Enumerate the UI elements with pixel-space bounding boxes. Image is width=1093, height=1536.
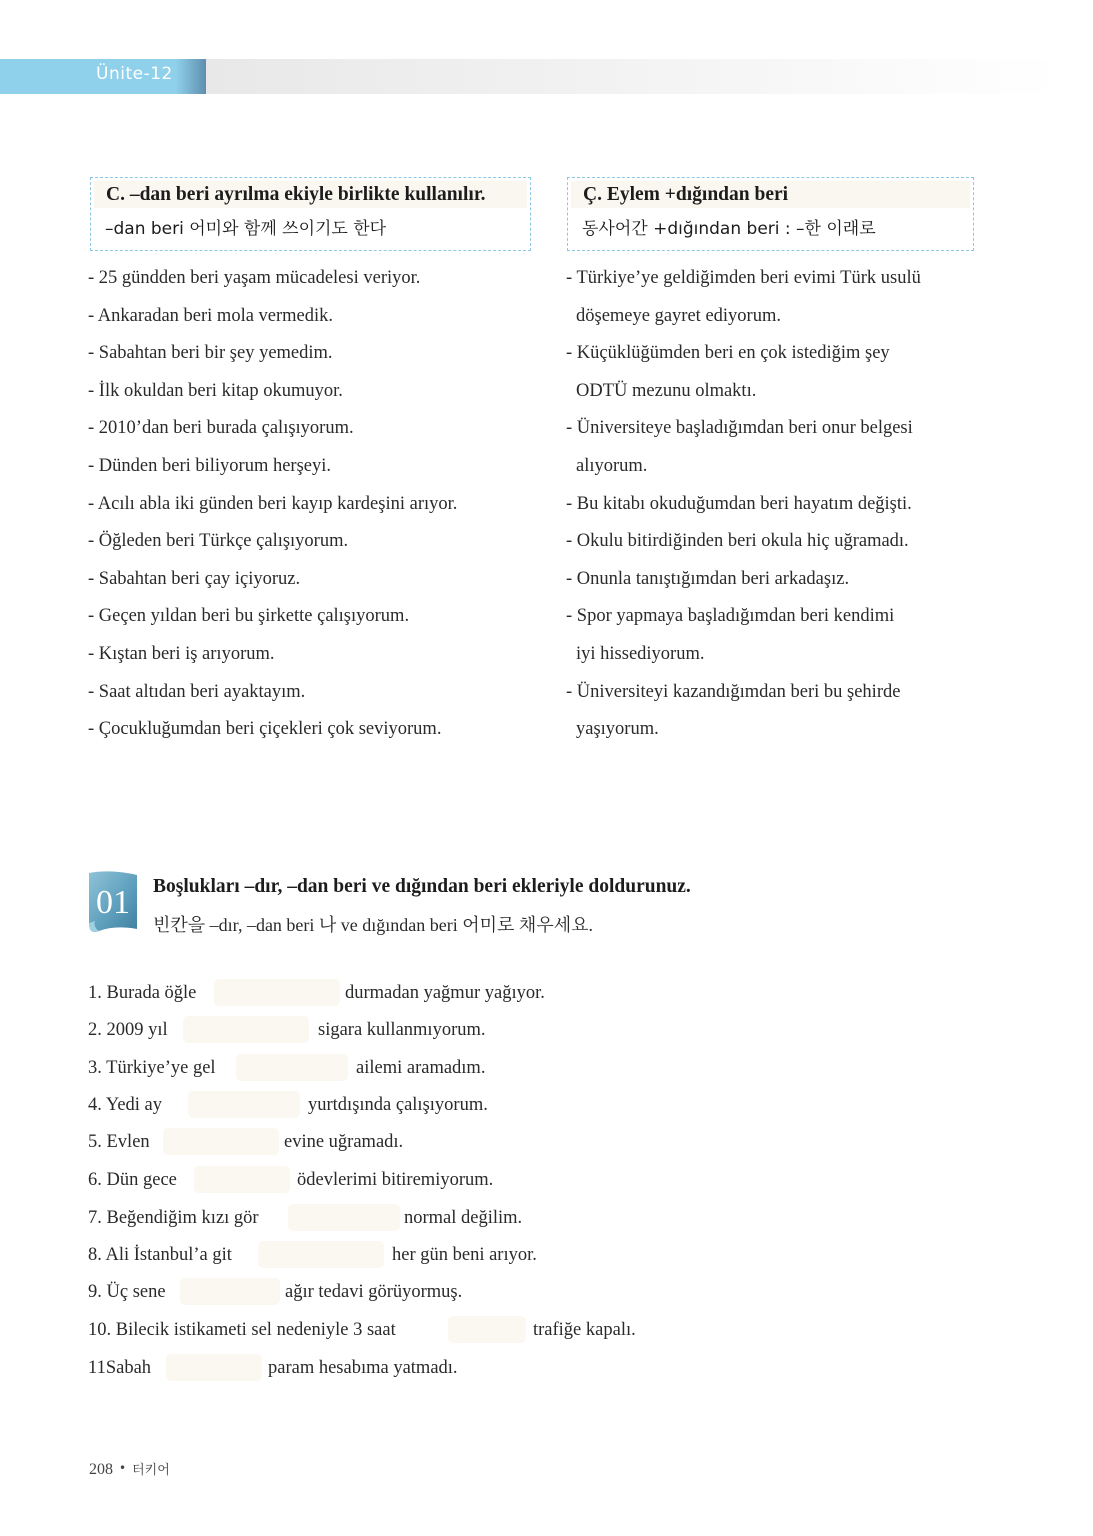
example-line: - Çocukluğumdan beri çiçekleri çok seviyorum. (88, 719, 442, 740)
page-number: 208 (89, 1461, 113, 1478)
example-line: - Onunla tanıştığımdan beri arkadaşız. (566, 568, 850, 589)
example-line: - Küçüklüğümden beri en çok istediğim şey (566, 343, 890, 364)
unit-label: Ünite-12 (96, 64, 173, 84)
question-prompt: 1. Burada öğle (88, 983, 197, 1003)
example-line: - Dünden beri biliyorum herşeyi. (88, 455, 332, 476)
answer-blank[interactable] (180, 1278, 280, 1305)
example-line: - Saat altıdan beri ayaktayım. (88, 681, 306, 702)
examples-right-list (566, 268, 921, 757)
example-line: - İlk okuldan beri kitap okumuyor. (88, 380, 343, 401)
answer-blank[interactable] (236, 1054, 348, 1081)
rule-c-title: C. –dan beri ayrılma ekiyle birlikte kullanılır. (94, 181, 527, 208)
question-prompt: 7. Beğendiğim kızı gör (88, 1208, 259, 1228)
example-line: - Sabahtan beri bir şey yemedim. (88, 343, 333, 364)
answer-blank[interactable] (288, 1204, 400, 1231)
example-line: ODTÜ mezunu olmaktı. (576, 380, 757, 401)
question-continuation: param hesabıma yatmadı. (268, 1358, 458, 1378)
example-line: alıyorum. (576, 455, 648, 476)
example-line: - 2010’dan beri burada çalışıyorum. (88, 418, 354, 439)
example-line: - Acılı abla iki günden beri kayıp kardeşini arıyor. (88, 493, 458, 514)
example-line: yaşıyorum. (576, 719, 659, 740)
answer-blank[interactable] (258, 1241, 384, 1268)
example-line: - Kıştan beri iş arıyorum. (88, 643, 275, 664)
example-line: - Üniversiteyi kazandığımdan beri bu şehirde (566, 681, 901, 702)
exercise-title: Boşlukları –dır, –dan beri ve dığından beri ekleriyle doldurunuz. (153, 876, 691, 897)
question-continuation: normal değilim. (404, 1208, 523, 1228)
question-continuation: ağır tedavi görüyormuş. (285, 1282, 463, 1302)
exercise-subtitle: 빈칸을 –dır, –dan beri 나 ve dığından beri 어미로 채우세요. (153, 915, 593, 935)
question-prompt: 9. Üç sene (88, 1282, 166, 1302)
question-continuation: her gün beni arıyor. (392, 1245, 537, 1265)
question-continuation: durmadan yağmur yağıyor. (345, 983, 545, 1003)
question-prompt: 6. Dün gece (88, 1170, 177, 1190)
question-continuation: ödevlerimi bitiremiyorum. (297, 1170, 494, 1190)
book-title: 터키어 (132, 1463, 170, 1478)
example-line: - Sabahtan beri çay içiyoruz. (88, 568, 301, 589)
rule-cc-title: Ç. Eylem +dığından beri (571, 181, 970, 208)
question-prompt: 2. 2009 yıl (88, 1020, 168, 1040)
answer-blank[interactable] (448, 1316, 526, 1343)
rule-cc-subtitle: 동사어간 +dığından beri : –한 이래로 (582, 219, 876, 239)
exercise-number: 01 (96, 884, 130, 921)
example-line: - 25 gündden beri yaşam mücadelesi veriyor. (88, 268, 421, 288)
question-prompt: 3. Türkiye’ye gel (88, 1058, 216, 1078)
answer-blank[interactable] (166, 1354, 262, 1381)
answer-blank[interactable] (214, 979, 340, 1006)
example-line: - Üniversiteye başladığımdan beri onur belgesi (566, 418, 913, 439)
example-line: iyi hissediyorum. (576, 643, 705, 664)
question-continuation: yurtdışında çalışıyorum. (308, 1095, 488, 1115)
question-continuation: evine uğramadı. (284, 1132, 404, 1152)
question-prompt: 10. Bilecik istikameti sel nedeniyle 3 saat (88, 1320, 396, 1340)
footer-separator: • (119, 1461, 127, 1475)
question-continuation: sigara kullanmıyorum. (318, 1020, 486, 1040)
answer-blank[interactable] (188, 1091, 300, 1118)
example-line: - Öğleden beri Türkçe çalışıyorum. (88, 531, 349, 552)
rule-box-c (90, 177, 531, 251)
example-line: - Ankaradan beri mola vermedik. (88, 305, 334, 326)
page-footer (89, 1459, 170, 1479)
examples-left-list (88, 268, 457, 757)
question-prompt: 5. Evlen (88, 1132, 150, 1152)
answer-blank[interactable] (183, 1016, 309, 1043)
question-continuation: ailemi aramadım. (356, 1058, 486, 1078)
rule-box-cc (567, 177, 974, 251)
answer-blank[interactable] (163, 1128, 279, 1155)
question-prompt: 11Sabah (88, 1358, 152, 1378)
example-line: - Bu kitabı okuduğumdan beri hayatım değişti. (566, 493, 912, 514)
question-prompt: 8. Ali İstanbul’a git (88, 1245, 232, 1265)
question-continuation: trafiğe kapalı. (533, 1320, 636, 1340)
rule-c-subtitle: –dan beri 어미와 함께 쓰이기도 한다 (105, 219, 387, 239)
example-line: - Okulu bitirdiğinden beri okula hiç uğramadı. (566, 531, 909, 552)
example-line: - Türkiye’ye geldiğimden beri evimi Türk usulü (566, 268, 921, 288)
example-line: - Geçen yıldan beri bu şirkette çalışıyorum. (88, 606, 410, 627)
example-line: döşemeye gayret ediyorum. (576, 305, 781, 326)
answer-blank[interactable] (194, 1166, 290, 1193)
question-prompt: 4. Yedi ay (88, 1095, 163, 1115)
unit-tab-shade (176, 59, 206, 94)
exercise-number-badge-icon (85, 869, 139, 937)
example-line: - Spor yapmaya başladığımdan beri kendimi (566, 606, 895, 627)
